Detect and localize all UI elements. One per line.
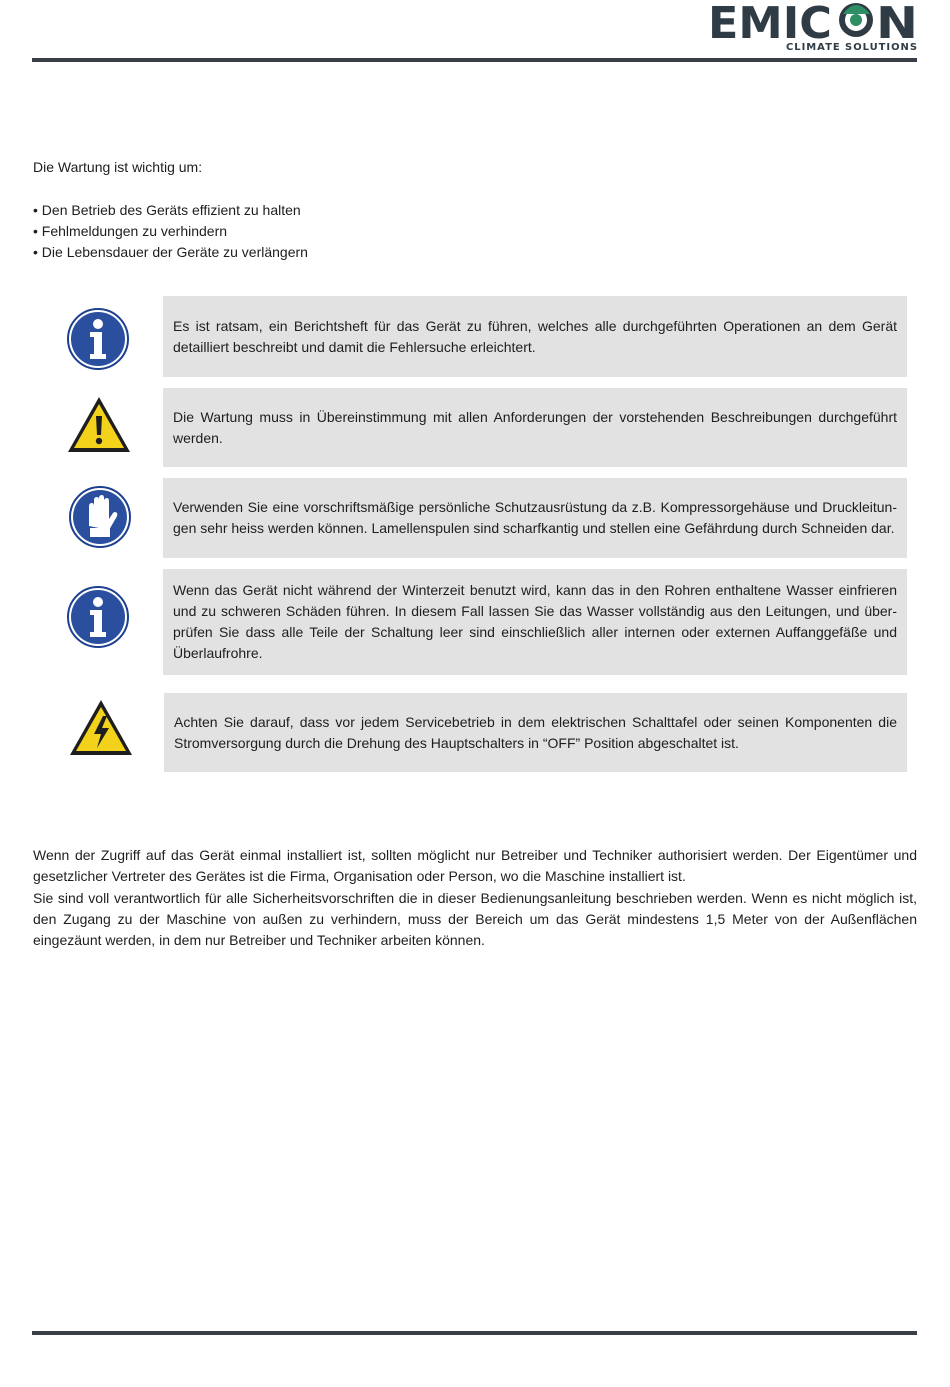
header-divider	[32, 58, 917, 62]
svg-text:N: N	[876, 0, 918, 49]
notice-text: Achten Sie darauf, dass vor jedem Servicebetrieb in dem elektrischen Schalttafel oder seinen Komponenten die Stromversorgung durch die Drehung des Hauptschalters in “OFF” Position abgeschaltet ist.	[174, 713, 897, 751]
svg-text:CLIMATE SOLUTIONS: CLIMATE SOLUTIONS	[786, 42, 918, 52]
notice-box	[163, 388, 907, 467]
notice-text: Wenn das Gerät nicht während der Winterzeit benutzt wird, kann das in den Rohren enthaltene Wasser einfrieren und zu schweren Schäden führen. In diesem Fall lassen Sie das Wasser vollständig aus den Leitungen, und über-prüfen Sie dass alle Teile der Schaltung leer sind einschließlich aller internen oder externen Auffanggefäße und Überlaufrohre.	[173, 582, 897, 661]
protective-gloves-icon	[69, 486, 131, 548]
info-icon	[67, 308, 129, 370]
info-icon	[67, 586, 129, 648]
electric-hazard-icon	[68, 698, 134, 758]
notice-text: Verwenden Sie eine vorschriftsmäßige persönliche Schutzausrüstung da z.B. Kompressorgehäuse und Druckleitun-gen sehr heiss werden können. Lamellenspulen sind scharfkantig und stellen eine Gefährdung durch Schneiden dar.	[173, 499, 897, 536]
warning-icon	[66, 395, 132, 455]
notice-box	[163, 478, 907, 558]
footer-divider	[32, 1331, 917, 1335]
access-restriction-text	[33, 845, 917, 951]
intro-lead: Die Wartung ist wichtig um:	[33, 159, 203, 175]
paragraph: Wenn der Zugriff auf das Gerät einmal installiert ist, sollten möglicht nur Betreiber und Techniker authorisiert werden. Der Eigentümer und gesetzlicher Vertreter des Gerätes ist die Firma, Organisation oder Person, wo die Maschine installiert ist.	[33, 847, 917, 885]
list-item: • Die Lebensdauer der Geräte zu verlängern	[33, 244, 308, 260]
list-item: • Den Betrieb des Geräts effizient zu halten	[33, 202, 301, 218]
brand-logo	[708, 0, 920, 52]
notice-box	[163, 569, 907, 675]
svg-text:EMIC: EMIC	[708, 0, 832, 49]
maintenance-purpose-list	[33, 200, 308, 263]
notice-box	[164, 693, 907, 772]
notice-box	[163, 296, 907, 377]
notice-text: Die Wartung muss in Übereinstimmung mit allen Anforderungen der vorstehenden Beschreibungen durchgeführt werden.	[173, 408, 897, 446]
notice-text: Es ist ratsam, ein Berichtsheft für das Gerät zu führen, welches alle durchgeführten Operationen an dem Gerät detailliert beschreibt und damit die Fehlersuche erleichtert.	[173, 317, 897, 355]
list-item: • Fehlmeldungen zu verhindern	[33, 223, 228, 239]
paragraph: Sie sind voll verantwortlich für alle Sicherheitsvorschriften die in dieser Bedienungsanleitung beschrieben werden. Wenn es nicht möglich ist, den Zugang zu der Maschine von außen zu verhindern, muss der Bereich um das Gerät mindestens 1,5 Meter von der Außenflächen eingezäunt werden, in dem nur Betreiber und Techniker arbeiten können.	[33, 889, 917, 949]
